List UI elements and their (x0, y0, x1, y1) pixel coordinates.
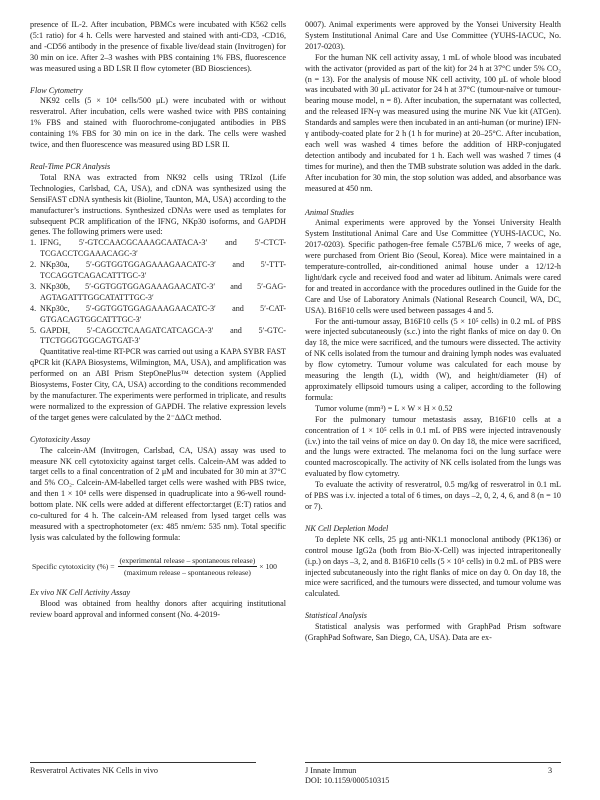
body-paragraph: For the human NK cell activity assay, 1 mL of whole blood was incubated with the activator (provided as part of the kit) for 24 h at 37°C under 5% CO₂ (n = 13). For the analysis of mouse NK cell activity, 100 μL of whole blood was incubated with 30 μL activator for 24 h at 37°C (tumour-naïve or tumour-bearing mouse model, n = 8). After incubation, the supernatant was collected, and the released IFN-γ was measured using the murine NK Vue kit (ATGen). Standards and samples were then incubated in an anti-human (or murine) IFN-γ antibody-coated plate for 2 h (1 h for murine) at 20–25°C. After incubation, each well was washed 4 times before the addition of HRP-conjugated detection antibody and incubated for 1 h. Each well was washed 7 times (4 times for murine), and then the TMB substrate solution was added in the dark. After incubation for 30 min, the stop solution was added, and absorbance was measured at 450 nm. (305, 52, 561, 193)
body-paragraph: The calcein-AM (Invitrogen, Carlsbad, CA, USA) assay was used to measure NK cell cytotoxicity against target cells. Calcein-AM was added to target cells to a final concentration of 2 μM and incubated for 30 min at 37°C and 5% CO₂. Calcein-AM-labelled target cells were washed with PBS twice, and then 1 × 10⁴ cells were dispensed in quadruplicate into a 96-well round-bottom plate. NK cells were added at different effector:target (E:T) ratios and co-cultured for 4 h. The calcein-AM released from lysed target cells was measured with a spectrophotometer (ex: 485 nm/em: 535 nm). Total specific lysis was calculated by the following formula: (30, 445, 286, 542)
doi: DOI: 10.1159/000510315 (305, 776, 390, 785)
running-title: Resveratrol Activates NK Cells in vivo (30, 766, 159, 775)
page-number: 3 (548, 766, 553, 775)
formula-rhs: × 100 (259, 561, 277, 571)
journal-info (305, 766, 389, 786)
section-heading-pcr: Real-Time PCR Analysis (30, 161, 111, 171)
formula-lhs: Specific cytotoxicity (%) = (32, 561, 115, 571)
body-paragraph: For the anti-tumour assay, B16F10 cells (5 × 10⁵ cells) in 0.2 mL of PBS were injected subcutaneously (s.c.) into the right flanks of mice on day 0. On day 18, the mice were sacrificed, and the tumours were dissected. The activity of NK cells isolated from the tumour and draining lymph nodes was evaluated by flow cytometry. Tumour volume was calculated for each mouse by measuring the length (L), width (W), and height/diameter (H) of approximately ellipsoid tumours using a caliper, according to the following formula: (305, 316, 561, 402)
body-paragraph: Statistical analysis was performed with GraphPad Prism software (GraphPad Software, San Diego, CA, USA). Data are ex- (305, 622, 561, 643)
formula-numerator: (experimental release – spontaneous release) (119, 555, 256, 565)
list-item: 4. NKp30c, 5′-GGTGGTGGAGAAAGAACATC-3′ and 5′-CAT-GTGACAGTGGCATTTGC-3′ (30, 303, 286, 324)
formula-denominator: (maximum release – spontaneous release) (123, 567, 251, 577)
list-item: 3. NKp30b, 5′-GGTGGTGGAGAAAGAACATC-3′ and 5′-GAG-AGTAGATTTGGCATATTTGC-3′ (30, 281, 286, 302)
tumor-volume-formula: Tumor volume (mm³) = L × W × H × 0.52 (315, 403, 453, 413)
list-item: 2. NKp30a, 5′-GGTGGTGGAGAAAGAACATC-3′ and 5′-TTT-TCCAGGTCAGACATTTGC-3′ (30, 260, 286, 281)
footer-rule-right (305, 762, 561, 763)
primer-list (30, 238, 286, 347)
section-heading-exvivo: Ex vivo NK Cell Activity Assay (30, 587, 131, 597)
body-paragraph: 0007). Animal experiments were approved by the Yonsei University Health System Institutional Animal Care and Use Committee (YUHS-IACUC, No. 2017-0203). (305, 20, 561, 51)
body-paragraph: To evaluate the activity of resveratrol, 0.5 mg/kg of resveratrol in 0.1 mL of PBS was i.v. injected a total of 6 times, on days –2, 0, 2, 4, 6, and 8 (n = 10 or 7). (305, 480, 561, 511)
footer-rule-left (30, 762, 256, 763)
formula-fraction (118, 556, 258, 577)
cytotoxicity-formula (32, 556, 286, 577)
body-paragraph: Animal experiments were approved by the Yonsei University Health System Institutional Animal Care and Use Committee (YUHS-IACUC, No. 2017-0203). Specific pathogen-free female C57BL/6 mice, 7 weeks of age, were purchased from Orient Bio (Seoul, Korea). Mice were maintained in a temperature-controlled, air-conditioned animal house under a 12/12-h light/dark cycle and received food and water ad libitum. Animals were cared for and treated in accordance with the procedures outlined in the Guide for the Care and Use of Laboratory Animals (National Research Council, WA, DC, USA). B16F10 cells were used between passages 4 and 5. (305, 218, 561, 315)
list-item: 1. IFNG, 5′-GTCCAACGCAAAGCAATACA-3′ and 5′-CTCT-TCGACCTCGAAACAGC-3′ (30, 238, 286, 259)
right-column (305, 20, 561, 644)
body-paragraph: Blood was obtained from healthy donors after acquiring institutional review board approval and informed consent (No. 4-2019- (30, 598, 286, 619)
body-paragraph: NK92 cells (5 × 10⁴ cells/500 μL) were incubated with or without resveratrol. After incubation, cells were washed twice with PBS containing 1% FBS and stained with fluorochrome-conjugated antibodies in PBS containing 1% FBS for 30 min on ice in the dark. The cells were washed twice, and then fluorescence was measured using BD LSR II. (30, 96, 286, 150)
body-paragraph: For the pulmonary tumour metastasis assay, B16F10 cells at a concentration of 1 × 10⁵ cells in 0.1 mL of PBS were injected intravenously (i.v.) into the tail veins of mice on day 0. On day 18, the mice were sacrificed, and the lungs were extracted. The melanoma foci on the lung surface were counted macroscopically. The activity of NK cells isolated from the lungs was evaluated by flow cytometry. (305, 414, 561, 479)
section-heading-cytotoxicity: Cytotoxicity Assay (30, 434, 91, 444)
list-item: 5. GAPDH, 5′-CAGCCTCAAGATCATCAGCA-3′ and 5′-GTC-TTCTGGGTGGCAGTGAT-3′ (30, 325, 286, 346)
body-paragraph: Quantitative real-time RT-PCR was carried out using a KAPA SYBR FAST qPCR kit (KAPA Biosystems, Wilmington, MA, USA), and amplification was performed on an ABI Prism StepOnePlus™ detection system (Applied Biosystems, Foster City, CA, USA) according to the conditions recommended by the manufacturer. The experiments were performed in triplicate, and results were normalized to the expression of GAPDH. The relative expression levels of the target genes were calculated by the 2⁻ΔΔCt method. (30, 347, 286, 422)
journal-name: J Innate Immun (305, 766, 357, 775)
section-heading-animal-studies: Animal Studies (305, 207, 354, 217)
section-heading-nk-depletion: NK Cell Depletion Model (305, 523, 389, 533)
section-heading-flow-cytometry: Flow Cytometry (30, 85, 83, 95)
section-heading-statistics: Statistical Analysis (305, 611, 367, 621)
body-paragraph: To deplete NK cells, 25 μg anti-NK1.1 monoclonal antibody (PK136) or control mouse IgG2a (both from Bio-X-Cell) was injected intraperitoneally (i.p.) on days –3, 2, and 8. B16F10 cells (5 × 10⁵ cells) in 0.2 mL of PBS were injected subcutaneously into the right flanks of mice on day 0. On day 18, the mice were sacrificed, and the tumours were dissected, and tumour volume was calculated. (305, 534, 561, 599)
body-paragraph: Total RNA was extracted from NK92 cells using TRIzol (Life Technologies, Carlsbad, CA, USA), and cDNA was synthesized using the SensiFAST cDNA synthesis kit (Bioline, Taunton, MA, USA) according to the manufacturer’s instructions. Synthesized cDNAs were used as templates for subsequent PCR amplification of the IFNG, NKp30 isoforms, and GAPDH genes. The following primers were used: (30, 172, 286, 237)
left-column (30, 20, 286, 621)
body-paragraph: presence of IL-2. After incubation, PBMCs were incubated with K562 cells (5:1 ratio) for 4 h. Cells were harvested and stained with anti-CD3, -CD16, and -CD56 antibody in the presence of fixable live/dead stain (Invitrogen) for 30 min on ice. After 2–3 washes with PBS containing 1% FBS, fluorescence was measured using a BD LSR II flow cytometer (BD Biosciences). (30, 20, 286, 73)
